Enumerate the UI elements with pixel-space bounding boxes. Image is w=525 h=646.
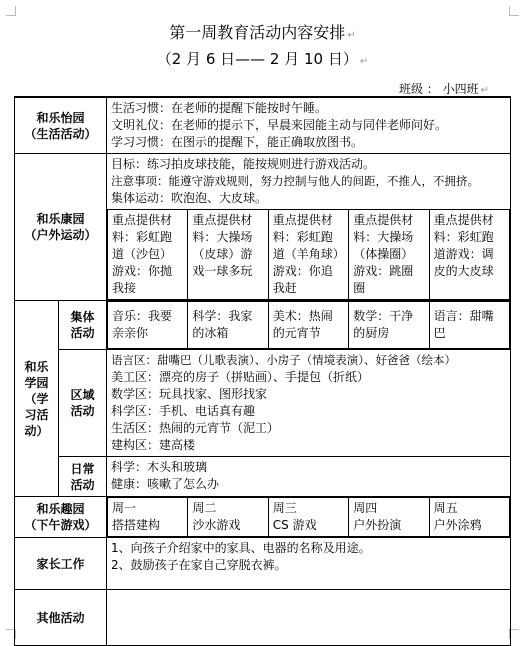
game-day-3: 周三 CS 游戏 (268, 498, 348, 537)
parent-content: 1、向孩子介绍家中的家具、电器的名称及用途。 2、鼓励孩子在家自己穿脱衣裤。 (107, 538, 511, 590)
outdoor-content: 目标：练习拍皮球技能，能按规则进行游戏活动。 注意事项：能遵守游戏规则，努力控制与他人的间距，不推人，不拥挤。 集体运动：吹泡泡、大皮球。 重点提供材料：彩虹跑道（沙包）游戏：你抛我接 重点提供材料：大操场（皮球）游戏一球多玩 重点提供材料：彩虹跑道（羊角球）游戏：你追我赶 重点提供材料：大操场（体操圈）游戏：跳圈圈 重点提供材料：彩虹跑道游戏：调皮的大皮球 (107, 154, 511, 301)
outdoor-cell-1: 重点提供材料：彩虹跑道（沙包）游戏：你抛我接 (108, 210, 188, 300)
outdoor-cell-4: 重点提供材料：大操场（体操圈）游戏：跳圈圈 (349, 210, 429, 300)
group-activity-label: 集体 活动 (59, 301, 107, 350)
parent-label: 家长工作 (15, 538, 107, 590)
game-day-1: 周一 搭搭建构 (108, 498, 188, 537)
outdoor-cell-3: 重点提供材料：彩虹跑道（羊角球）游戏：你追我赶 (268, 210, 348, 300)
daily-activity-row (15, 457, 511, 497)
game-day-4: 周四 户外扮演 (349, 498, 429, 537)
area-activity-label: 区域 活动 (59, 350, 107, 457)
group-item: 音乐：我要亲亲你 (108, 302, 188, 349)
other-content (107, 590, 511, 646)
group-activity-content (107, 301, 511, 350)
daily-activity-content: 科学：木头和玻璃 健康：咳嗽了怎么办 (107, 457, 511, 497)
group-item: 美术：热闹的元宵节 (268, 302, 348, 349)
outdoor-cell-5: 重点提供材料：彩虹跑道游戏：调皮的大皮球 (429, 210, 509, 300)
life-label: 和乐怡园 （生活活动） (15, 97, 107, 154)
class-label: 班级 ： 小四班 ↵ (398, 82, 489, 96)
outdoor-row (15, 154, 511, 301)
crop-mark (6, 6, 16, 16)
area-activity-content: 语言区：甜嘴巴（儿歌表演）、小房子（情境表演）、好爸爸（绘本） 美工区：漂亮的房子（拼贴画）、手提包（折纸） 数学区：玩具找家、图形找家 科学区：手机、电话真有趣 生活区：热闹的元宵节（泥工） 建构区：建高楼 (107, 350, 511, 457)
game-content (107, 497, 511, 538)
parent-row (15, 538, 511, 590)
schedule-table (14, 96, 511, 646)
game-row (15, 497, 511, 538)
outdoor-materials (107, 209, 510, 300)
daily-activity-label: 日常 活动 (59, 457, 107, 497)
document-title: 第一周教育活动内容安排 ↵ (169, 23, 356, 42)
game-label: 和乐趣园 （下午游戏） (15, 497, 107, 538)
other-label: 其他活动 (15, 590, 107, 646)
life-row (15, 97, 511, 154)
life-content: 生活习惯：在老师的提醒下能按时午睡。 文明礼仪：在老师的提示下，早晨来园能主动与同伴老师问好。 学习习惯：在图示的提醒下，能正确取放图书。 (107, 97, 511, 154)
group-activity-row (15, 301, 511, 350)
group-item: 数学：干净的厨房 (349, 302, 429, 349)
outdoor-cell-2: 重点提供材料：大操场（皮球）游戏一球多玩 (188, 210, 268, 300)
game-day-5: 周五 户外涂鸦 (429, 498, 509, 537)
crop-mark (509, 6, 519, 16)
game-day-2: 周二 沙水游戏 (188, 498, 268, 537)
date-range: （2 月 6 日—— 2 月 10 日） ↵ (156, 50, 369, 68)
study-label: 和乐 学园 （学 习活 动） (15, 301, 59, 497)
area-activity-row (15, 350, 511, 457)
other-row (15, 590, 511, 646)
group-item: 语言：甜嘴巴 (429, 302, 509, 349)
outdoor-label: 和乐康园 （户外运动） (15, 154, 107, 301)
group-item: 科学：我家的冰箱 (188, 302, 268, 349)
